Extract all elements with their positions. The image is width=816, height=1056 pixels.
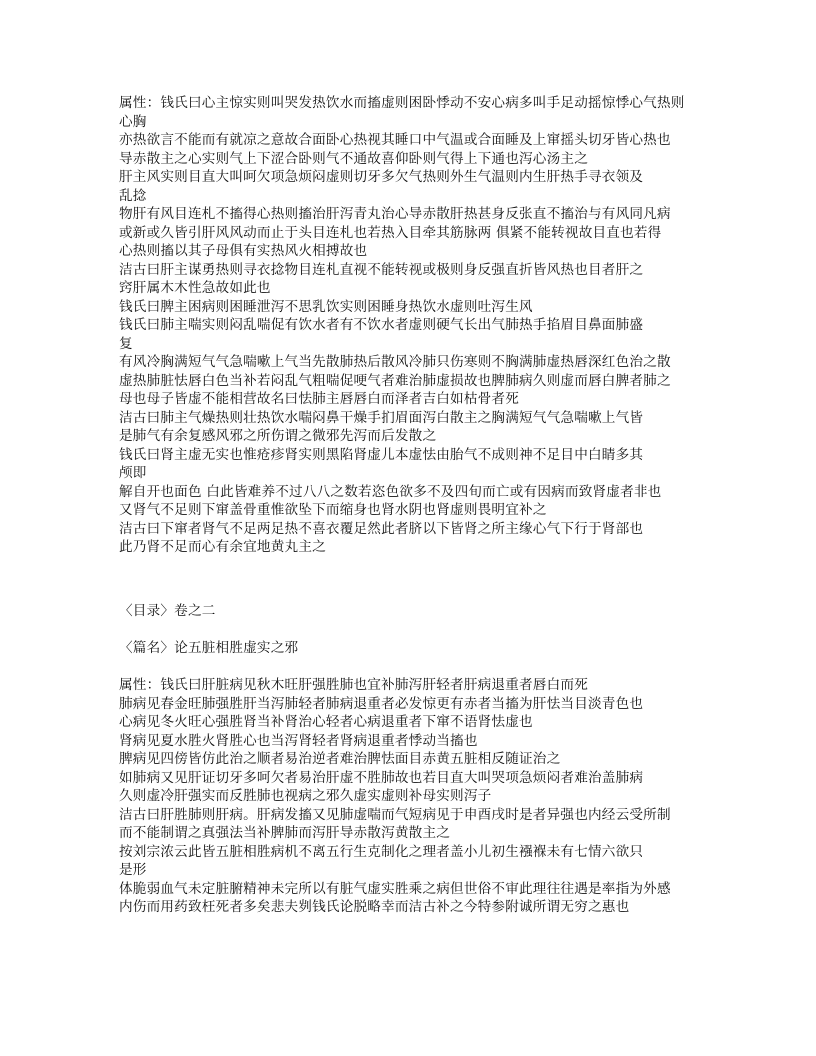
text-line: 乱捻 [119,187,147,204]
table-of-contents-heading [119,602,699,621]
text-line: 钱氏曰肾主虚无实也惟疮疹肾实则黑陷肾虚儿本虚怯由胎气不成则神不足目中白睛多其 [119,446,644,463]
text-line: 窍肝属木木性急故如此也 [119,280,271,296]
text-line: 体脆弱血气未定脏腑精神未完所以有脏气虚实胜乘之病但世俗不审此理往往遇是率指为外感 [119,880,671,897]
text-line: 属性：钱氏曰心主惊实则叫哭发热饮水而搐虚则困卧悸动不安心病多叫手足动摇惊悸心气热则 [119,95,685,111]
text-line: 脾病见四傍皆仿此治之顺者易治逆者难治脾怯面目赤黄五脏相反随证治之 [119,751,561,767]
text-line: 按刘宗浓云此皆五脏相胜病机不离五行生克制化之理者盖小儿初生襁褓未有七情六欲只 [119,843,644,860]
text-line: 物肝有风目连札不搐得心热则搐治肝泻青丸治心导赤散肝热甚身反张直不搐治与有风同凡病 [119,206,671,222]
text-line: 是肺气有余复感风邪之所伤谓之微邪先泻而后发散之 [119,428,437,444]
text-line: 解自开也面色 白此皆难养不过八八之数若恣色欲多不及四旬而亡或有因病而致肾虚者非也 [119,483,662,500]
chapter-title: 〈篇名〉论五脏相胜虚实之邪 [119,640,299,656]
section-1-text [119,94,699,557]
text-line: 洁古曰肝胜肺则肝病。肝病发搐又见肺虚喘而气短病见于申酉戌时是者异强也内经云受所制 [119,806,671,823]
text-line: 心热则搐以其子母俱有实热风火相搏故也 [119,243,368,259]
chapter-title-heading [119,639,699,658]
text-line: 而不能制谓之真强法当补脾肺而泻肝导赤散泻黄散主之 [119,825,451,841]
text-line: 钱氏曰脾主困病则困睡泄泻不思乳饮实则困睡身热饮水虚则吐泻生风 [119,298,533,315]
text-line: 肝主风实则目直大叫呵欠项急烦闷虚则切牙多欠气热则外生气温则内生肝热手寻衣领及 [119,169,644,185]
toc-line: 〈目录〉卷之二 [119,603,216,619]
text-line: 颅即 [119,465,147,481]
text-line: 导赤散主之心实则气上下涩合卧则气不通故喜仰卧则气得上下通也泻心汤主之 [119,150,588,167]
text-line: 或新或久皆引肝风风动而止于头目连札也若热入目牵其筋脉两 俱紧不能转视故目直也若得 [119,224,662,241]
text-line: 肾病见夏水胜火肾胜心也当泻肾轻者肾病退重者悸动当搐也 [119,732,478,749]
text-line: 亦热欲言不能而有就凉之意故合面卧心热视其睡口中气温或合面睡及上窜摇头切牙皆心热也 [119,132,671,148]
text-line: 钱氏曰肺主喘实则闷乱喘促有饮水者有不饮水者虚则硬气长出气肺热手掐眉目鼻面肺盛 [119,317,644,333]
text-line: 洁古曰肝主谋勇热则寻衣捻物目连札直视不能转视或极则身反强直折皆风热也目者肝之 [119,261,644,278]
text-line: 虚热肺脏怯唇白色当补若闷乱气粗喘促哽气者难治肺虚损故也脾肺病久则虚而唇白脾者肺之 [119,372,671,389]
text-line: 洁古曰肺主气燥热则壮热饮水喘闷鼻干燥手扪眉面泻白散主之胸满短气气急喘嗽上气皆 [119,409,644,426]
text-line: 肺病见春金旺肺强胜肝当泻肺轻者肺病退重者必发惊更有赤者当搐为肝怯当目淡青色也 [119,695,644,712]
text-line: 洁古曰下窜者肾气不足两足热不喜衣覆足然此者脐以下皆肾之所主缘心气下行于肾部也 [119,520,644,537]
text-line: 又肾气不足则下窜盖骨重惟欲坠下而缩身也肾水阴也肾虚则畏明宜补之 [119,502,547,518]
text-line: 复 [119,335,133,352]
text-line: 如肺病又见肝证切牙多呵欠者易治肝虚不胜肺故也若目直大叫哭项急烦闷者难治盖肺病 [119,769,644,786]
text-line: 心病见冬火旺心强胜肾当补肾治心轻者心病退重者下窜不语肾怯虚也 [119,714,533,730]
text-line: 有风冷胸满短气气急喘嗽上气当先散肺热后散风冷肺只伤寒则不胸满肺虚热唇深红色治之散 [119,354,671,370]
text-line: 是形 [119,862,147,878]
text-line: 久则虚冷肝强实而反胜肺也视病之邪久虚实虚则补母实则泻子 [119,788,492,804]
text-line: 此乃肾不足而心有余宜地黄丸主之 [119,539,326,555]
text-line: 母也母子皆虚不能相营故名曰怯肺主唇唇白而泽者吉白如枯骨者死 [119,391,520,407]
text-line: 属性：钱氏曰肝脏病见秋木旺肝强胜肺也宜补肺泻肝轻者肝病退重者唇白而死 [119,677,588,693]
text-line: 心胸 [119,113,147,130]
section-2-text [119,676,699,917]
text-line: 内伤而用药致枉死者多矣悲夫刿钱氏论脱略幸而洁古补之今特参附诚所谓无穷之惠也 [119,899,630,915]
